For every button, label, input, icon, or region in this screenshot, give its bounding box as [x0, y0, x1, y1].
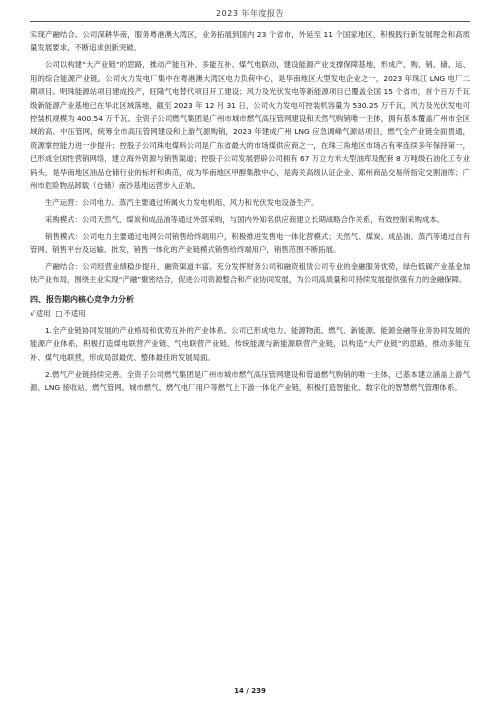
unchecked-box-icon: □: [55, 308, 63, 318]
applicability-status: [30, 308, 470, 320]
page-number: 14 / 239: [234, 687, 266, 695]
checked-mark-icon: √: [30, 308, 35, 318]
body-paragraph: 销售模式：公司电力主要通过电网公司销售给终端用户，积极推进发售电一体化营模式；天然气、煤炭、成品油、蒸汽等通过自有管网、销售平台及运输、批发、销售一体化的产业链模式销售给终端用户，销售范围不断拓展。: [30, 231, 470, 255]
body-paragraph: 实现产融结合。公司深耕华南，服务粤港澳大湾区，业务拓展到国内 23 个省市，外延至 11 个国家地区，积极践行新发展理念和高质量发展要求，不断追求创新突破。: [30, 30, 470, 53]
body-paragraph: 产融结合：公司经营业绩稳步提升，融资渠道丰富。充分发挥财务公司和融资租赁公司专业的金融服务优势，绿色低碳产业基金加快产业布局，围绕主业实现“产融”聚密结合，促进公司资源整合和产业协同发展，为公司高质量和可持续发展提供强有力的金融保障。: [30, 262, 470, 285]
body-paragraph: 公司以构建“大产业链”的思路，推动产能互补、多能互补、煤气电联动，建设能源产业支撑保障基地，形成产、购、销、储、运、用的综合能源产业链。公司火力发电厂集中在粤港澳大湾区电力负荷中心，是华南地区大型发电企业之一，2023 年珠江 LNG 电厂二期项目、明珠能源站项目建成投产，旺隆气电替代项目开工建设；风力及光伏发电等新能源项目已覆盖全国 15 个省市，首个百万千瓦级新能源产业基地已在华北区域落地，截至 2023 年 12 月 31 日，公司火力发电可控装机容量为 530.25 万千瓦，风力及光伏发电可控装机规模为 400.54 万千瓦。全资子公司燃气集团是广州市城市燃气高压管网建设和天然气购销唯一主体，拥有基本覆盖广州市全区域的高、中压管网，统筹全市高压管网建设和上游气源购销，2023 年建成广州 LNG 应急调峰气源站项目，燃气全产业链全面贯通，资源掌控能力进一步提升；控股子公司珠电煤料公司是广东省最大的市场煤供应商之一，在珠三角地区市场占有率连续多年保持第一，已形成全国性营销网络，建立海外资源与销售渠道；控股子公司发展碧辟公司拥有 67 万立方米大型油库及配套 8 万吨级石油化工专业码头，是华南地区油品仓储行业的标杆和典范，成为华南地区甲醇集散中心，是海关高级认证企业、郑州商品交易所指定交割油库；广州市危险物品卸载（仓储）南沙基地运营步入正轨。: [30, 60, 470, 190]
body-paragraph: 生产运营：公司电力、蒸汽主要通过所属火力发电机组、风力和光伏发电设备生产。: [45, 197, 319, 207]
section-heading: 四、报告期内核心竞争力分析: [30, 294, 134, 304]
page-body: [30, 28, 470, 668]
page-header: [30, 0, 470, 22]
status-applicable-label: 适用: [35, 308, 51, 318]
body-paragraph: 采购模式：公司天然气、煤炭和成品油等通过外部采购，与国内外知名供应商建立长期战略合作关系，有效控制采购成本。: [45, 214, 445, 224]
body-paragraph: 2.燃气产业链持续完善。全资子公司燃气集团是广州市城市燃气高压管网建设和管道燃气购销的唯一主体，已基本建立涵盖上游气源、LNG 接收站、燃气管网、城市燃气、燃气电厂用户等燃气上下游一体化产业链，积极打造智能化、数字化的智慧燃气管理体系。: [30, 369, 470, 392]
status-not-applicable-label: 不适用: [63, 308, 86, 318]
report-title: 2023 年年度报告: [216, 9, 284, 18]
header-divider: [30, 21, 470, 22]
body-paragraph: 1.全产业链协同发展的产业格局和优势互补的产业体系。公司已形成电力、能源物流、燃气、新能源、能源金融等业务协同发展的能源产业体系，积极打造煤电联营产业链、气电联营产业链、传统能源与新能源联营产业链，以构造“大产业链”的思路，推动多能互补、煤气电联营，形成局部最优、整体最佳的发展局面。: [30, 325, 470, 362]
